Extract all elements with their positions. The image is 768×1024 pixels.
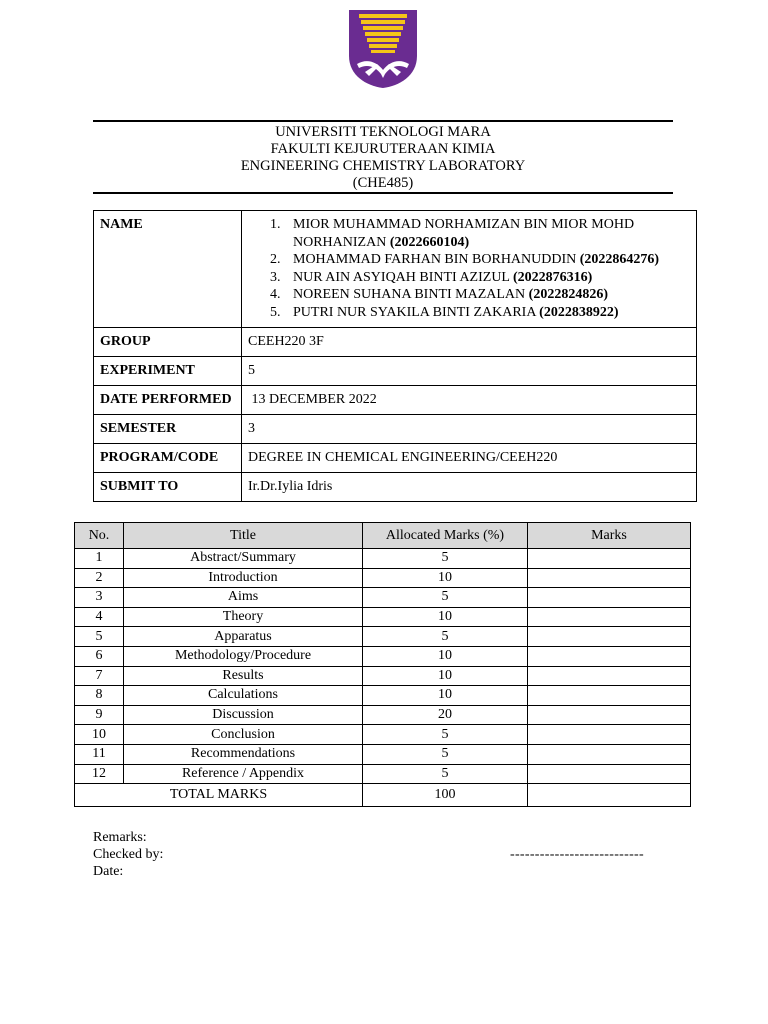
marks-row — [75, 627, 691, 647]
member-name: MIOR MUHAMMAD NORHAMIZAN BIN MIOR MOHD — [293, 217, 635, 232]
row-title: Introduction — [124, 568, 363, 588]
faculty-name: FAKULTI KEJURUTERAAN KIMIA — [270, 141, 496, 157]
row-marks — [528, 705, 691, 725]
lab-name: ENGINEERING CHEMISTRY LABORATORY — [240, 158, 526, 174]
row-marks — [528, 764, 691, 784]
total-marks-cell — [528, 784, 691, 807]
row-title: Recommendations — [124, 744, 363, 764]
row-number: 10 — [75, 725, 124, 745]
member-name: NUR AIN ASYIQAH BINTI AZIZUL — [293, 269, 510, 285]
row-title: Theory — [124, 607, 363, 627]
row-title: Discussion — [124, 705, 363, 725]
members-list — [248, 211, 690, 327]
name-label: NAME — [94, 211, 242, 328]
row-title: Reference / Appendix — [124, 764, 363, 784]
row-number: 3 — [75, 588, 124, 608]
marks-row — [75, 764, 691, 784]
row-marks — [528, 725, 691, 745]
row-title: Apparatus — [124, 627, 363, 647]
member-item — [248, 216, 690, 251]
experiment-value: 5 — [242, 357, 697, 386]
marks-row — [75, 607, 691, 627]
row-number: 7 — [75, 666, 124, 686]
row-allocated: 5 — [363, 627, 528, 647]
row-title: Aims — [124, 588, 363, 608]
row-marks — [528, 568, 691, 588]
col-header-marks: Marks — [528, 523, 691, 549]
group-value: CEEH220 3F — [242, 328, 697, 357]
marks-table — [74, 522, 691, 807]
row-title: Methodology/Procedure — [124, 646, 363, 666]
marks-row — [75, 588, 691, 608]
row-marks — [528, 666, 691, 686]
info-row-submit — [94, 473, 697, 502]
row-allocated: 10 — [363, 568, 528, 588]
experiment-label: EXPERIMENT — [94, 357, 242, 386]
row-marks — [528, 744, 691, 764]
marks-body — [75, 549, 691, 784]
student-info-table — [93, 210, 697, 502]
info-row-date — [94, 386, 697, 415]
info-row-semester — [94, 415, 697, 444]
marks-row — [75, 666, 691, 686]
row-number: 2 — [75, 568, 124, 588]
marks-row — [75, 686, 691, 706]
row-number: 1 — [75, 549, 124, 569]
course-code: (CHE485) — [352, 175, 414, 191]
row-marks — [528, 646, 691, 666]
checked-by-label: Checked by: — [93, 847, 164, 862]
member-item — [248, 251, 690, 269]
footer-block — [93, 829, 163, 880]
member-number: 2. — [270, 252, 281, 267]
semester-label: SEMESTER — [94, 415, 242, 444]
row-number: 5 — [75, 627, 124, 647]
semester-value: 3 — [242, 415, 697, 444]
total-row — [75, 784, 691, 807]
document-header — [93, 124, 673, 192]
row-allocated: 20 — [363, 705, 528, 725]
col-header-allocated: Allocated Marks (%) — [363, 523, 528, 549]
member-item — [248, 286, 690, 304]
program-label: PROGRAM/CODE — [94, 444, 242, 473]
members-cell — [242, 211, 697, 328]
row-title: Results — [124, 666, 363, 686]
info-row-program — [94, 444, 697, 473]
member-number: 1. — [270, 217, 281, 232]
member-number: 3. — [270, 269, 281, 285]
total-value: 100 — [363, 784, 528, 807]
member-id: (2022838922) — [539, 304, 619, 320]
total-label: TOTAL MARKS — [75, 784, 363, 807]
row-marks — [528, 549, 691, 569]
row-number: 9 — [75, 705, 124, 725]
info-row-group — [94, 328, 697, 357]
row-allocated: 5 — [363, 764, 528, 784]
remarks-label: Remarks: — [93, 830, 147, 845]
member-number: 5. — [270, 304, 281, 320]
marks-row — [75, 568, 691, 588]
row-number: 12 — [75, 764, 124, 784]
member-id: (2022876316) — [512, 269, 593, 285]
row-number: 4 — [75, 607, 124, 627]
row-title: Abstract/Summary — [124, 549, 363, 569]
member-id: (2022824826) — [528, 287, 608, 302]
row-marks — [528, 607, 691, 627]
member-item — [248, 304, 690, 322]
row-allocated: 5 — [363, 588, 528, 608]
member-name: MOHAMMAD FARHAN BIN BORHANUDDIN — [293, 252, 577, 267]
row-number: 8 — [75, 686, 124, 706]
member-id: (2022660104) — [389, 234, 470, 250]
row-marks — [528, 686, 691, 706]
marks-row — [75, 705, 691, 725]
info-row-experiment — [94, 357, 697, 386]
row-number: 11 — [75, 744, 124, 764]
header-bottom-rule — [93, 192, 673, 194]
member-name: PUTRI NUR SYAKILA BINTI ZAKARIA — [293, 304, 536, 320]
row-allocated: 5 — [363, 744, 528, 764]
row-allocated: 5 — [363, 549, 528, 569]
program-value: DEGREE IN CHEMICAL ENGINEERING/CEEH220 — [242, 444, 697, 473]
row-allocated: 10 — [363, 607, 528, 627]
submit-to-label: SUBMIT TO — [94, 473, 242, 502]
top-rule — [93, 120, 673, 122]
info-row-name — [94, 211, 697, 328]
marks-header-row — [75, 523, 691, 549]
row-title: Calculations — [124, 686, 363, 706]
row-marks — [528, 588, 691, 608]
group-label: GROUP — [94, 328, 242, 357]
university-name: UNIVERSITI TEKNOLOGI MARA — [275, 124, 491, 140]
row-allocated: 5 — [363, 725, 528, 745]
row-number: 6 — [75, 646, 124, 666]
date-label: Date: — [93, 864, 124, 879]
marks-row — [75, 725, 691, 745]
university-crest-icon — [347, 8, 419, 90]
member-name-cont: NORHANIZAN — [293, 234, 387, 250]
row-allocated: 10 — [363, 646, 528, 666]
row-allocated: 10 — [363, 686, 528, 706]
member-name: NOREEN SUHANA BINTI MAZALAN — [293, 287, 526, 302]
col-header-title: Title — [124, 523, 363, 549]
row-title: Conclusion — [124, 725, 363, 745]
date-performed-label: DATE PERFORMED — [94, 386, 242, 415]
row-allocated: 10 — [363, 666, 528, 686]
marks-row — [75, 744, 691, 764]
date-performed-value: 13 DECEMBER 2022 — [242, 386, 697, 415]
signature-line: --------------------------- — [510, 847, 644, 862]
col-header-no: No. — [75, 523, 124, 549]
member-item — [248, 269, 690, 287]
member-number: 4. — [270, 287, 281, 302]
submit-to-value: Ir.Dr.Iylia Idris — [242, 473, 697, 502]
marks-row — [75, 646, 691, 666]
member-id: (2022864276) — [579, 252, 660, 267]
row-marks — [528, 627, 691, 647]
marks-row — [75, 549, 691, 569]
